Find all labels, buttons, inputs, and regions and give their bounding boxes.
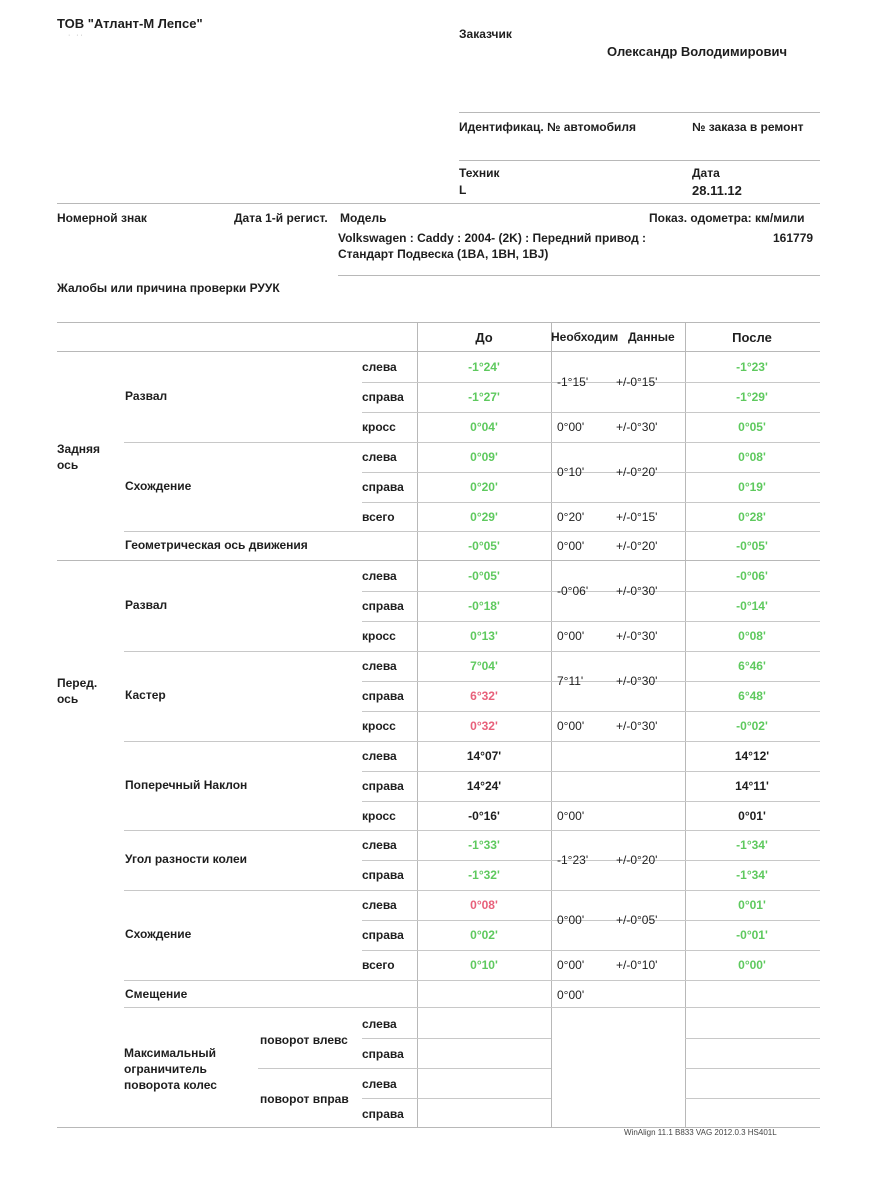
row-separator bbox=[362, 860, 820, 861]
before-value: -1°27' bbox=[468, 390, 500, 404]
row-side-label: слева bbox=[362, 450, 397, 464]
spec-tolerance: +/-0°30' bbox=[616, 420, 658, 434]
spec-nominal: 0°00' bbox=[557, 420, 585, 434]
row-separator bbox=[362, 472, 820, 473]
spec-tolerance: +/-0°30' bbox=[616, 719, 658, 733]
after-value: 0°08' bbox=[738, 450, 766, 464]
row-side-label: кросс bbox=[362, 629, 396, 643]
row-side-label: кросс bbox=[362, 719, 396, 733]
before-value: 0°04' bbox=[470, 420, 498, 434]
plate-label: Номерной знак bbox=[57, 211, 147, 225]
row-side-label: всего bbox=[362, 510, 395, 524]
row-separator bbox=[685, 1098, 820, 1099]
spec-nominal: 0°00' bbox=[557, 629, 585, 643]
vehicle-id-label: Идентификац. № автомобиля bbox=[459, 120, 636, 134]
spec-nominal: 0°00' bbox=[557, 988, 585, 1002]
row-separator bbox=[124, 531, 820, 532]
divider bbox=[459, 160, 820, 161]
before-value: 0°20' bbox=[470, 480, 498, 494]
turn-left-label: поворот влевс bbox=[260, 1033, 348, 1047]
before-value: -0°18' bbox=[468, 599, 500, 613]
spec-tolerance: +/-0°30' bbox=[616, 629, 658, 643]
after-value: 0°01' bbox=[738, 898, 766, 912]
after-value: 6°46' bbox=[738, 659, 766, 673]
spec-nominal: 0°00' bbox=[557, 719, 585, 733]
suspension-type: Стандарт Подвеска (1BA, 1BH, 1BJ) bbox=[338, 247, 549, 261]
model-label: Модель bbox=[340, 211, 387, 225]
spec-tolerance: +/-0°20' bbox=[616, 539, 658, 553]
row-separator bbox=[362, 711, 820, 712]
row-separator bbox=[124, 442, 820, 443]
before-value: -1°24' bbox=[468, 360, 500, 374]
spec-nominal: 0°00' bbox=[557, 913, 585, 927]
before-value: -0°16' bbox=[468, 809, 500, 823]
spec-nominal: 0°10' bbox=[557, 465, 585, 479]
before-value: 0°13' bbox=[470, 629, 498, 643]
row-group-label: Поперечный Наклон bbox=[125, 778, 248, 792]
row-separator bbox=[362, 502, 820, 503]
before-value: -0°05' bbox=[468, 539, 500, 553]
date-value: 28.11.12 bbox=[692, 183, 742, 198]
row-side-label: кросс bbox=[362, 420, 396, 434]
row-separator bbox=[362, 801, 820, 802]
software-version: WinAlign 11.1 B833 VAG 2012.0.3 HS401L bbox=[624, 1128, 777, 1137]
after-value: -0°14' bbox=[736, 599, 768, 613]
spec-nominal: -1°23' bbox=[557, 853, 589, 867]
after-value: 0°00' bbox=[738, 958, 766, 972]
spec-nominal: -1°15' bbox=[557, 375, 589, 389]
row-separator bbox=[124, 980, 820, 981]
row-side-label: слева bbox=[362, 569, 397, 583]
vehicle-model: Volkswagen : Caddy : 2004- (2K) : Передний привод : bbox=[338, 231, 647, 245]
divider bbox=[57, 203, 820, 204]
after-value: -0°01' bbox=[736, 928, 768, 942]
technician-label: Техник bbox=[459, 166, 500, 180]
limiter-right-2: справа bbox=[362, 1107, 404, 1121]
spec-tolerance: +/-0°20' bbox=[616, 853, 658, 867]
before-value: 6°32' bbox=[470, 689, 498, 703]
limiter-left-2: слева bbox=[362, 1077, 397, 1091]
before-value: 0°29' bbox=[470, 510, 498, 524]
row-side-label: справа bbox=[362, 868, 404, 882]
row-side-label: слева bbox=[362, 659, 397, 673]
col-header-after: После bbox=[732, 330, 772, 345]
row-separator bbox=[362, 382, 820, 383]
before-value: 0°09' bbox=[470, 450, 498, 464]
rear-axle-label: Задняя ось bbox=[57, 442, 101, 472]
row-separator bbox=[685, 1068, 820, 1069]
row-side-label: слева bbox=[362, 360, 397, 374]
row-separator bbox=[258, 1068, 551, 1069]
odometer-label: Показ. одометра: км/мили bbox=[649, 211, 805, 225]
row-side-label: слева bbox=[362, 898, 397, 912]
spec-tolerance: +/-0°15' bbox=[616, 375, 658, 389]
row-side-label: справа bbox=[362, 779, 404, 793]
before-value: 0°02' bbox=[470, 928, 498, 942]
after-value: -1°23' bbox=[736, 360, 768, 374]
before-value: 0°32' bbox=[470, 719, 498, 733]
row-separator bbox=[124, 741, 820, 742]
row-group-label: Геометрическая ось движения bbox=[125, 538, 308, 552]
col-header-data: Данные bbox=[628, 330, 675, 344]
max-limiter-label: Максимальный ограничитель поворота колес bbox=[124, 1046, 217, 1092]
spec-nominal: 0°00' bbox=[557, 809, 585, 823]
before-value: -1°32' bbox=[468, 868, 500, 882]
odometer-value: 161779 bbox=[773, 231, 814, 245]
divider bbox=[459, 112, 820, 113]
spec-tolerance: +/-0°15' bbox=[616, 510, 658, 524]
spec-nominal: 0°00' bbox=[557, 539, 585, 553]
after-value: 0°19' bbox=[738, 480, 766, 494]
row-side-label: справа bbox=[362, 480, 404, 494]
row-side-label: справа bbox=[362, 390, 404, 404]
row-group-label: Схождение bbox=[125, 927, 192, 941]
spec-nominal: -0°06' bbox=[557, 584, 589, 598]
technician-value: L bbox=[459, 183, 467, 197]
spec-tolerance: +/-0°30' bbox=[616, 584, 658, 598]
after-value: -0°02' bbox=[736, 719, 768, 733]
limiter-left-1: слева bbox=[362, 1017, 397, 1031]
after-value: -0°06' bbox=[736, 569, 768, 583]
row-separator bbox=[124, 1007, 820, 1008]
after-value: 6°48' bbox=[738, 689, 766, 703]
after-value: -1°29' bbox=[736, 390, 768, 404]
divider bbox=[338, 275, 820, 276]
row-side-label: справа bbox=[362, 599, 404, 613]
row-separator bbox=[362, 412, 820, 413]
before-value: -0°05' bbox=[468, 569, 500, 583]
row-separator bbox=[124, 830, 820, 831]
customer-label: Заказчик bbox=[459, 27, 512, 41]
spec-nominal: 0°00' bbox=[557, 958, 585, 972]
row-group-label: Развал bbox=[125, 598, 168, 612]
row-separator bbox=[362, 920, 820, 921]
after-value: 14°11' bbox=[735, 779, 769, 793]
complaint-label: Жалобы или причина проверки РУУК bbox=[57, 281, 280, 295]
order-label: № заказа в ремонт bbox=[692, 120, 804, 134]
before-value: -1°33' bbox=[468, 838, 500, 852]
after-value: 0°08' bbox=[738, 629, 766, 643]
axle-separator bbox=[57, 560, 820, 561]
reg-date-label: Дата 1-й регист. bbox=[234, 211, 328, 225]
before-value: 7°04' bbox=[470, 659, 498, 673]
limiter-right-1: справа bbox=[362, 1047, 404, 1061]
row-separator bbox=[362, 681, 820, 682]
spec-nominal: 0°20' bbox=[557, 510, 585, 524]
row-side-label: слева bbox=[362, 838, 397, 852]
row-separator bbox=[362, 621, 820, 622]
row-separator bbox=[124, 890, 820, 891]
row-side-label: справа bbox=[362, 689, 404, 703]
table-header-border bbox=[57, 351, 820, 352]
before-value: 14°24' bbox=[466, 779, 502, 793]
after-value: 14°12' bbox=[734, 749, 770, 763]
front-axle-label: Перед. ось bbox=[57, 676, 98, 706]
row-separator bbox=[362, 950, 820, 951]
row-side-label: слева bbox=[362, 749, 397, 763]
after-value: 0°01' bbox=[738, 809, 766, 823]
after-value: -1°34' bbox=[736, 838, 768, 852]
row-separator bbox=[685, 1038, 820, 1039]
row-separator bbox=[362, 1038, 551, 1039]
row-separator bbox=[362, 771, 820, 772]
row-separator bbox=[362, 591, 820, 592]
spec-tolerance: +/-0°30' bbox=[616, 674, 658, 688]
before-value: 0°08' bbox=[470, 898, 498, 912]
after-value: -1°34' bbox=[736, 868, 768, 882]
spec-tolerance: +/-0°05' bbox=[616, 913, 658, 927]
spec-tolerance: +/-0°20' bbox=[616, 465, 658, 479]
row-side-label: всего bbox=[362, 958, 395, 972]
company-name: ТОВ "Атлант-М Лепсе" bbox=[57, 16, 203, 31]
date-label: Дата bbox=[692, 166, 720, 180]
spec-nominal: 7°11' bbox=[557, 674, 584, 688]
row-group-label: Схождение bbox=[125, 479, 192, 493]
row-group-label: Угол разности колеи bbox=[125, 852, 248, 866]
stray-mark: · · · bbox=[68, 32, 83, 39]
after-value: -0°05' bbox=[736, 539, 768, 553]
after-value: 0°28' bbox=[738, 510, 766, 524]
table-top-border bbox=[57, 322, 820, 323]
col-header-required: Необходим bbox=[551, 330, 619, 344]
before-value: 0°10' bbox=[470, 958, 498, 972]
after-value: 0°05' bbox=[738, 420, 766, 434]
row-side-label: справа bbox=[362, 928, 404, 942]
spec-tolerance: +/-0°10' bbox=[616, 958, 658, 972]
row-separator bbox=[124, 651, 820, 652]
customer-name: Олександр Володимирович bbox=[607, 44, 787, 59]
before-value: 14°07' bbox=[466, 749, 502, 763]
row-group-label: Смещение bbox=[125, 987, 188, 1001]
row-separator bbox=[362, 1098, 551, 1099]
turn-right-label: поворот вправ bbox=[260, 1092, 349, 1106]
row-group-label: Кастер bbox=[125, 688, 166, 702]
row-group-label: Развал bbox=[125, 389, 168, 403]
col-header-before: До bbox=[475, 330, 493, 345]
row-side-label: кросс bbox=[362, 809, 396, 823]
